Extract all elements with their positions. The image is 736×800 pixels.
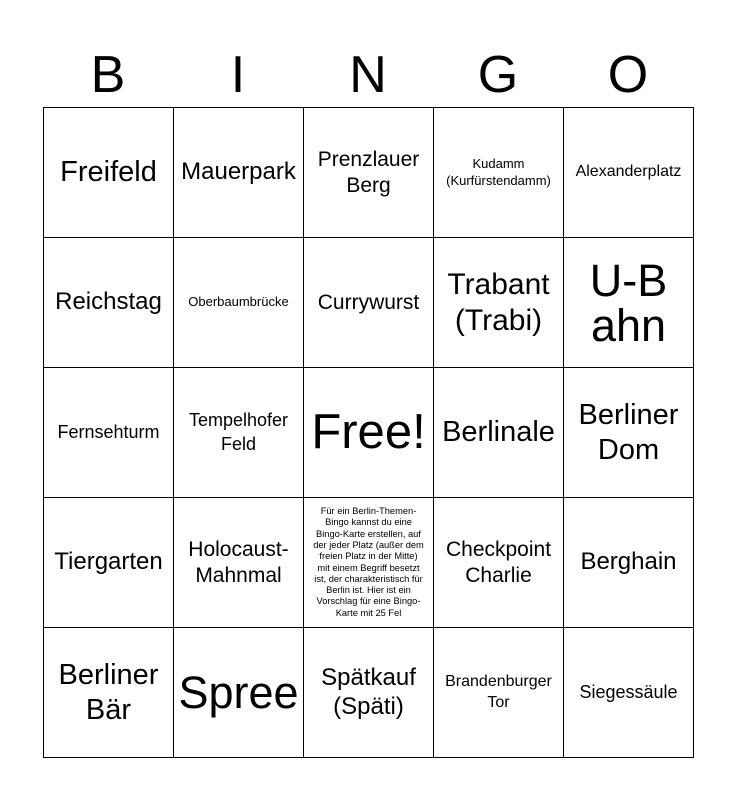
bingo-grid: [43, 107, 694, 758]
header-letter-o: O: [607, 46, 649, 104]
cell-label: U-Bahn: [589, 254, 668, 351]
cell-label: Siegessäule: [579, 681, 678, 702]
cell-label: Berlinale: [442, 416, 555, 449]
bingo-cell-r4-c4[interactable]: [564, 628, 694, 758]
cell-label: Kudamm (Kurfürstendamm): [446, 156, 551, 188]
bingo-cell-r0-c3[interactable]: [434, 108, 564, 238]
cell-label: Currywurst: [317, 290, 420, 314]
bingo-cell-r1-c0[interactable]: [44, 238, 174, 368]
header-letter-b: B: [90, 46, 126, 104]
cell-label: Reichstag: [55, 288, 162, 316]
cell-label: Oberbaumbrücke: [188, 294, 289, 310]
bingo-cell-r3-c0[interactable]: [44, 498, 174, 628]
bingo-cell-r1-c1[interactable]: [174, 238, 304, 368]
bingo-cell-r0-c0[interactable]: [44, 108, 174, 238]
cell-label: Tiergarten: [54, 548, 163, 576]
cell-label: Holocaust-Mahnmal: [188, 538, 289, 587]
cell-label: Checkpoint Charlie: [445, 538, 552, 587]
bingo-cell-r0-c4[interactable]: [564, 108, 694, 238]
cell-label: Alexanderplatz: [575, 163, 682, 181]
bingo-cell-r1-c3[interactable]: [434, 238, 564, 368]
cell-label: Prenzlauer Berg: [317, 148, 420, 197]
bingo-cell-r4-c2[interactable]: [304, 628, 434, 758]
bingo-cell-r4-c3[interactable]: [434, 628, 564, 758]
header-letter-g: G: [477, 46, 519, 104]
bingo-cell-r0-c1[interactable]: [174, 108, 304, 238]
cell-label: Mauerpark: [181, 158, 296, 186]
bingo-cell-r3-c1[interactable]: [174, 498, 304, 628]
cell-label: Brandenburger Tor: [445, 672, 552, 711]
bingo-cell-r2-c1[interactable]: [174, 368, 304, 498]
cell-label: Berghain: [580, 548, 677, 576]
header-letter-i: I: [230, 46, 246, 104]
header-letter-n: N: [349, 46, 387, 104]
bingo-cell-r3-c4[interactable]: [564, 498, 694, 628]
bingo-cell-r3-c3[interactable]: [434, 498, 564, 628]
bingo-cell-r2-c3[interactable]: [434, 368, 564, 498]
bingo-cell-r4-c0[interactable]: [44, 628, 174, 758]
bingo-header: [43, 44, 693, 106]
bingo-cell-r3-c2[interactable]: [304, 498, 434, 628]
bingo-cell-r2-c0[interactable]: [44, 368, 174, 498]
cell-label: Für ein Berlin-Themen-Bingo kannst du eine Bingo-Karte erstellen, auf der jeder Platz (außer dem freien Platz in der Mitte) mit einem Begriff besetzt ist, der charakteristisch für Berlin ist. Hier ist ein Vorschlag für eine Bingo-Karte mit 25 Fel: [313, 505, 424, 618]
cell-label: Trabant (Trabi): [447, 267, 550, 337]
bingo-cell-r0-c2[interactable]: [304, 108, 434, 238]
cell-label: Spätkauf (Späti): [321, 663, 416, 720]
cell-label: Fernsehturm: [57, 421, 160, 442]
bingo-cell-r4-c1[interactable]: [174, 628, 304, 758]
free-space-label: Free!: [311, 404, 426, 459]
cell-label: Berliner Dom: [578, 398, 679, 466]
cell-label: Tempelhofer Feld: [188, 410, 289, 454]
bingo-cell-r2-c4[interactable]: [564, 368, 694, 498]
cell-label: Berliner Bär: [58, 658, 159, 726]
bingo-cell-r1-c2[interactable]: [304, 238, 434, 368]
cell-label: Freifeld: [60, 156, 157, 189]
bingo-cell-r1-c4[interactable]: [564, 238, 694, 368]
cell-label: Spree: [178, 667, 299, 718]
bingo-cell-free[interactable]: [304, 368, 434, 498]
